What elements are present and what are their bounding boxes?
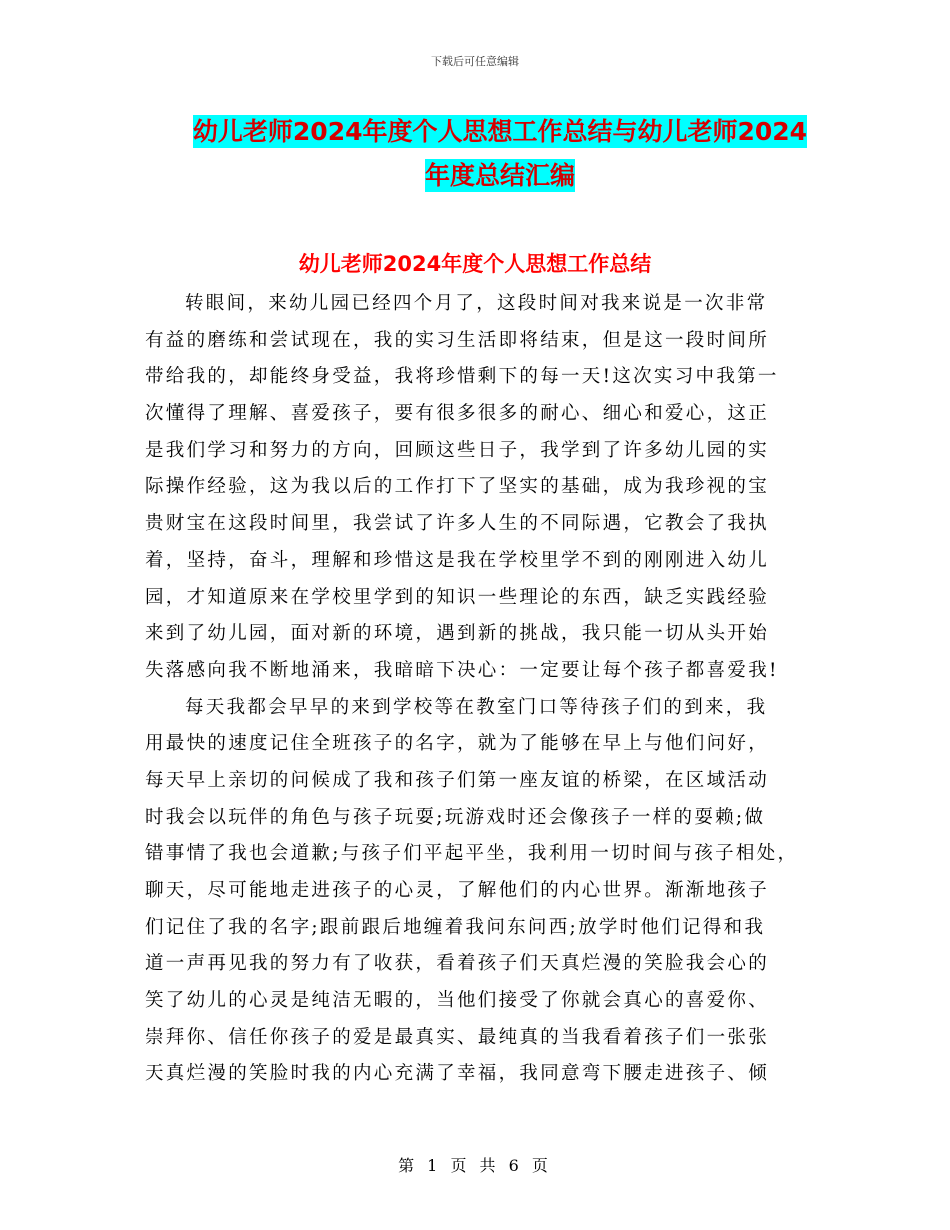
- text-line: 是我们学习和努力的方向，回顾这些日子，我学到了许多幼儿园的实: [145, 439, 770, 461]
- text-line: 有益的磨练和尝试现在，我的实习生活即将结束，但是这一段时间所: [145, 329, 770, 351]
- document-title-line-2: 年度总结汇编: [424, 161, 575, 190]
- text-line: 转眼间，来幼儿园已经四个月了，这段时间对我来说是一次非常: [185, 293, 768, 314]
- text-line: 道一声再见我的努力有了收获，看着孩子们天真烂漫的笑脸我会心的: [145, 953, 770, 975]
- text-line: 每天我都会早早的来到学校等在教室门口等待孩子们的到来，我: [185, 696, 768, 718]
- text-line: 崇拜你、信任你孩子的爱是最真实、最纯真的当我看着孩子们一张张: [145, 1026, 770, 1048]
- text-line: 际操作经验，这为我以后的工作打下了坚实的基础，成为我珍视的宝: [145, 476, 770, 498]
- text-line: 聊天，尽可能地走进孩子的心灵，了解他们的内心世界。渐渐地孩子: [145, 880, 770, 901]
- text-line: 用最快的速度记住全班孩子的名字，就为了能够在早上与他们问好，: [145, 733, 770, 755]
- text-line: 们记住了我的名字;跟前跟后地缠着我问东问西;放学时他们记得和我: [145, 916, 766, 938]
- section-title: 幼儿老师2024年度个人思想工作总结: [298, 252, 652, 276]
- document-title: [150, 110, 850, 198]
- text-line: 次懂得了理解、喜爱孩子，要有很多很多的耐心、细心和爱心，这正: [145, 403, 770, 425]
- document-title-line-1: 幼儿老师2024年度个人思想工作总结与幼儿老师2024: [192, 117, 808, 146]
- text-line: 天真烂漫的笑脸时我的内心充满了幸福，我同意弯下腰走进孩子、倾: [145, 1063, 770, 1085]
- header-note: 下载后可任意编辑: [431, 55, 519, 68]
- text-line: 每天早上亲切的问候成了我和孩子们第一座友谊的桥梁，在区域活动: [145, 769, 770, 791]
- text-line: 失落感向我不断地涌来，我暗暗下决心：一定要让每个孩子都喜爱我!: [145, 659, 779, 681]
- text-line: 时我会以玩伴的角色与孩子玩耍;玩游戏时还会像孩子一样的耍赖;做: [145, 806, 766, 828]
- text-line: 带给我的，却能终身受益，我将珍惜剩下的每一天!这次实习中我第一: [145, 366, 779, 388]
- text-line: 错事情了我也会道歉;与孩子们平起平坐，我利用一切时间与孩子相处，: [145, 843, 799, 865]
- page-footer: 第 1 页 共 6 页: [398, 1156, 552, 1175]
- text-line: 贵财宝在这段时间里，我尝试了许多人生的不同际遇，它教会了我执: [145, 513, 770, 535]
- text-line: 园，才知道原来在学校里学到的知识一些理论的东西，缺乏实践经验: [145, 586, 770, 608]
- text-line: 着，坚持，奋斗，理解和珍惜这是我在学校里学不到的刚刚进入幼儿: [145, 549, 770, 571]
- body-text: [145, 286, 805, 1093]
- text-line: 笑了幼儿的心灵是纯洁无暇的，当他们接受了你就会真心的喜爱你、: [145, 990, 770, 1012]
- text-line: 来到了幼儿园，面对新的环境，遇到新的挑战，我只能一切从头开始: [145, 623, 770, 645]
